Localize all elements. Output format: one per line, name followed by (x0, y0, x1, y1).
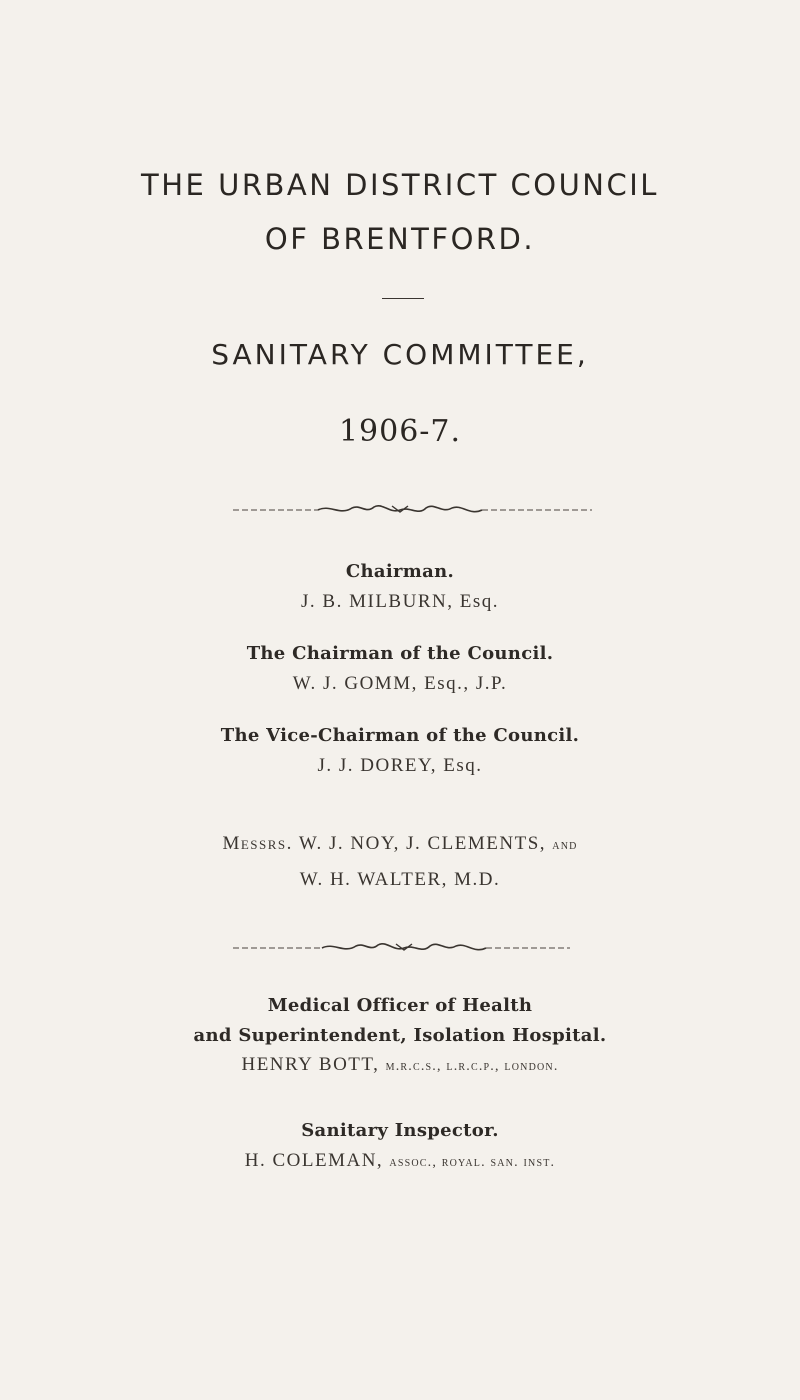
members-line-1 (0, 833, 800, 855)
members-names: W. J. NOY, J. CLEMENTS, (298, 833, 547, 854)
medical-officer-line (0, 1054, 800, 1076)
chairman-label: Chairman. (345, 561, 455, 582)
ornament-divider-top (0, 498, 800, 522)
council-chairman-label: The Chairman of the Council. (246, 643, 554, 664)
medical-officer-label-2: and Superintendent, Isolation Hospital. (193, 1025, 607, 1046)
council-chairman-name: W. J. GOMM, Esq., J.P. (292, 673, 508, 694)
ornament-divider-bottom (0, 936, 800, 960)
council-title-line-2: OF BRENTFORD. (264, 222, 536, 256)
committee-title: SANITARY COMMITTEE, (211, 338, 589, 371)
committee-year: 1906-7. (338, 414, 462, 449)
members-and: and (552, 838, 578, 853)
medical-officer-label-1: Medical Officer of Health (267, 995, 533, 1016)
chairman-name: J. B. MILBURN, Esq. (301, 591, 499, 612)
title-rule (382, 298, 424, 299)
inspector-name: H. COLEMAN, (244, 1150, 384, 1171)
members-line-2: W. H. WALTER, M.D. (299, 869, 501, 890)
inspector-qualifications: assoc., royal. san. inst. (389, 1155, 556, 1170)
medical-officer-name: HENRY BOTT, (241, 1054, 380, 1075)
council-title-line-1: THE URBAN DISTRICT COUNCIL (141, 168, 659, 202)
medical-officer-qualifications: m.r.c.s., l.r.c.p., london. (385, 1059, 559, 1074)
vice-chairman-name: J. J. DOREY, Esq. (317, 755, 483, 776)
vice-chairman-label: The Vice-Chairman of the Council. (220, 725, 580, 746)
inspector-line (0, 1150, 800, 1172)
inspector-label: Sanitary Inspector. (301, 1120, 499, 1141)
members-prefix: Messrs. (222, 833, 293, 854)
